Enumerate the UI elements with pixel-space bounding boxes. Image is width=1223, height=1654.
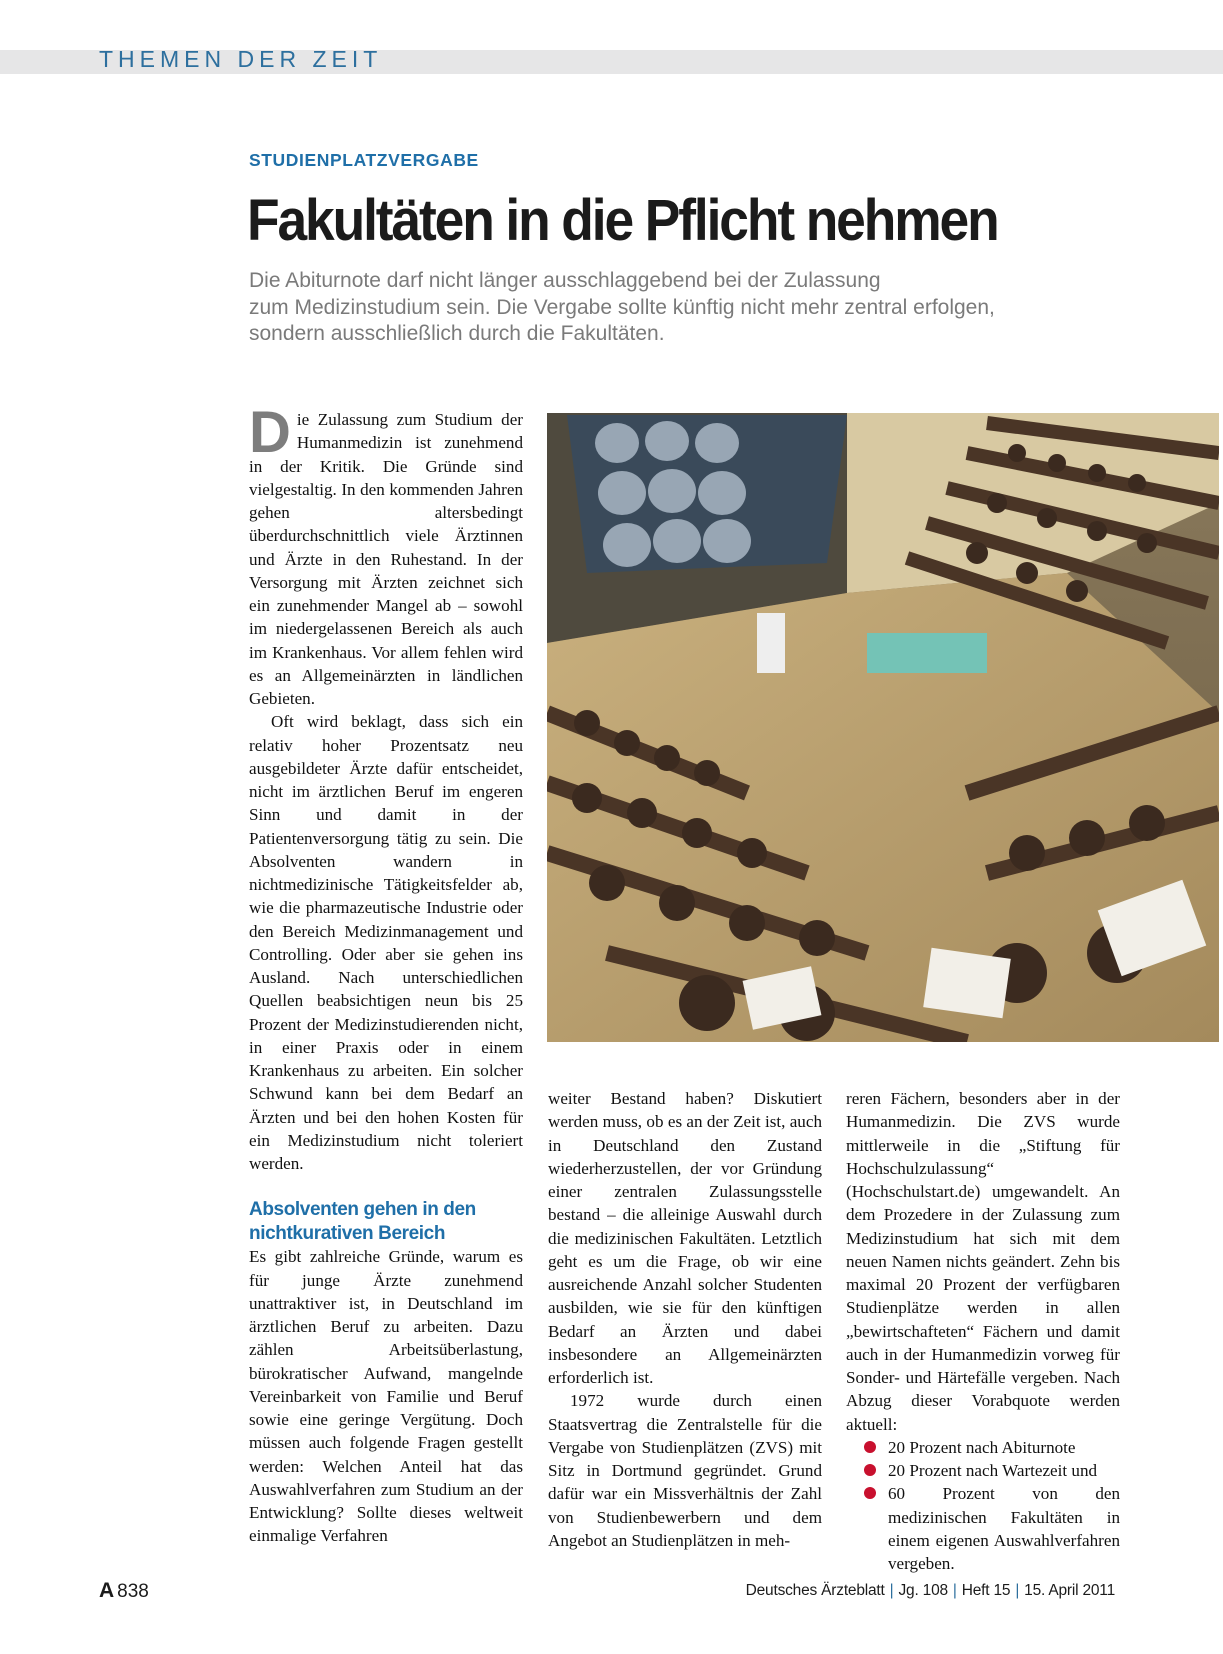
body-paragraph: reren Fächern, besonders aber in der Humanmedizin. Die ZVS wurde mittlerweile in die „Stiftung für Hochschulzulassung“ (Hochschulstart.de) umgewandelt. An dem Prozedere in der Zulassung zum Medizinstudium hat sich mit dem neuen Namen nichts geändert. Zehn bis maximal 20 Prozent der verfügbaren Studienplätze werden in allen „bewirtschafteten“ Fächern und damit auch in der Humanmedizin vorweg für Sonder- und Härtefälle vergeben. Nach Abzug dieser Vorabquote werden aktuell: [846, 1089, 1120, 1434]
body-paragraph: Oft wird beklagt, dass sich ein relativ hoher Prozentsatz neu ausgebildeter Ärzte dafür entscheidet, nicht im ärztlichen Beruf im engeren Sinn und damit in der Patientenversorgung tätig zu sein. Die Absolventen wandern in nichtmedizinische Tätigkeitsfelder ab, wie die pharmazeutische Industrie oder den Bereich Medizinmanagement und Controlling. Oder aber sie gehen ins Ausland. Nach unterschiedlichen Quellen beabsichtigen neun bis 25 Prozent der Medizinstudierenden nicht, in einer Praxis oder in einem Krankenhaus zu arbeiten. Ein solcher Schwund kann bei dem Bedarf an Ärzten und bei den hohen Kosten für ein Medizinstudium nicht toleriert werden. [249, 712, 523, 1173]
subheading: Absolventen gehen in den nichtkurativen Bereich [249, 1199, 476, 1244]
journal-volume: Jg. 108 [898, 1582, 948, 1599]
list-item [864, 1482, 1120, 1575]
journal-issue: Heft 15 [961, 1582, 1011, 1599]
article-title: Fakultäten in die Pflicht nehmen [247, 188, 998, 253]
list-item [864, 1459, 1120, 1482]
lead-line: Die Abiturnote darf nicht länger ausschlaggebend bei der Zulassung [249, 269, 881, 292]
bullet-dot-icon [864, 1487, 876, 1499]
lead-line: sondern ausschließlich durch die Fakultäten. [249, 322, 665, 345]
page-prefix: A [99, 1579, 115, 1602]
list-item [864, 1436, 1120, 1459]
list-item-text: 60 Prozent von den medizinischen Fakultäten in einem eigenen Auswahlverfahren vergeben. [888, 1484, 1120, 1573]
article-lead [249, 268, 1109, 348]
lecture-hall-illustration [547, 413, 1219, 1042]
lecture-hall-photo [547, 413, 1219, 1042]
text-column-1 [249, 400, 523, 1548]
list-item-text: 20 Prozent nach Abiturnote [888, 1437, 1076, 1457]
allocation-list [846, 1436, 1120, 1576]
list-item-text: 20 Prozent nach Wartezeit und [888, 1461, 1098, 1480]
body-paragraph [249, 400, 523, 710]
text-column-3 [846, 1087, 1120, 1575]
page-number-value: 838 [117, 1581, 149, 1602]
journal-name: Deutsches Ärzteblatt [745, 1582, 885, 1599]
lead-line: zum Medizinstudium sein. Die Vergabe sollte künftig nicht mehr zentral erfolgen, [249, 295, 995, 319]
bullet-dot-icon [864, 1464, 876, 1476]
bullet-dot-icon [864, 1441, 876, 1453]
page-number [99, 1579, 149, 1603]
section-label: THEMEN DER ZEIT [99, 46, 383, 72]
drop-cap: D [249, 400, 291, 465]
body-paragraph: weiter Bestand haben? Diskutiert werden muss, ob es an der Zeit ist, auch in Deutschland den Zustand wiederherzustellen, der vor Gründung einer zentralen Zulassungsstelle bestand – die alleinige Auswahl durch die medizinischen Fakultäten. Letztlich geht es um die Frage, ob wir eine ausreichende Anzahl solcher Studenten ausbilden, wie sie für den künftigen Bedarf an Ärzten und dabei insbesondere an Allgemeinärzten erforderlich ist. [548, 1089, 822, 1387]
body-paragraph: Es gibt zahlreiche Gründe, warum es für junge Ärzte zunehmend unattraktiver ist, in Deutschland im ärztlichen Beruf zu arbeiten. Dazu zählen Arbeitsüberlastung, bürokratischer Aufwand, mangelnde Vereinbarkeit von Familie und Beruf sowie eine geringe Vergütung. Doch müssen auch folgende Fragen gestellt werden: Welchen Anteil hat das Auswahlverfahren zum Studium an der Entwicklung? Sollte dieses weltweit einmalige Verfahren [249, 1247, 523, 1546]
journal-info: Deutsches Ärzteblatt | Jg. 108 | Heft 15 | 15. April 2011 [745, 1582, 1115, 1599]
text-column-2 [548, 1087, 822, 1552]
article-kicker: STUDIENPLATZVERGABE [249, 150, 479, 170]
journal-date: 15. April 2011 [1024, 1582, 1115, 1599]
body-paragraph: 1972 wurde durch einen Staatsvertrag die Zentralstelle für die Vergabe von Studienplätzen (ZVS) mit Sitz in Dortmund gegründet. Grund dafür war ein Missverhältnis der Zahl von Studienbewerbern und dem Angebot an Studienplätzen in meh- [548, 1391, 822, 1550]
paragraph-text: ie Zulassung zum Studium der Humanmedizin ist zunehmend in der Kritik. Die Gründe sind vielgestaltig. In den kommenden Jahren gehen altersbedingt überdurchschnittlich viele Ärztinnen und Ärzte in den Ruhestand. In der Versorgung mit Ärzten zeichnet sich ein zunehmender Mangel ab – sowohl im niedergelassenen Bereich als auch im Krankenhaus. Vor allem fehlen wird es an Allgemeinärzten in ländlichen Gebieten. [249, 410, 523, 708]
